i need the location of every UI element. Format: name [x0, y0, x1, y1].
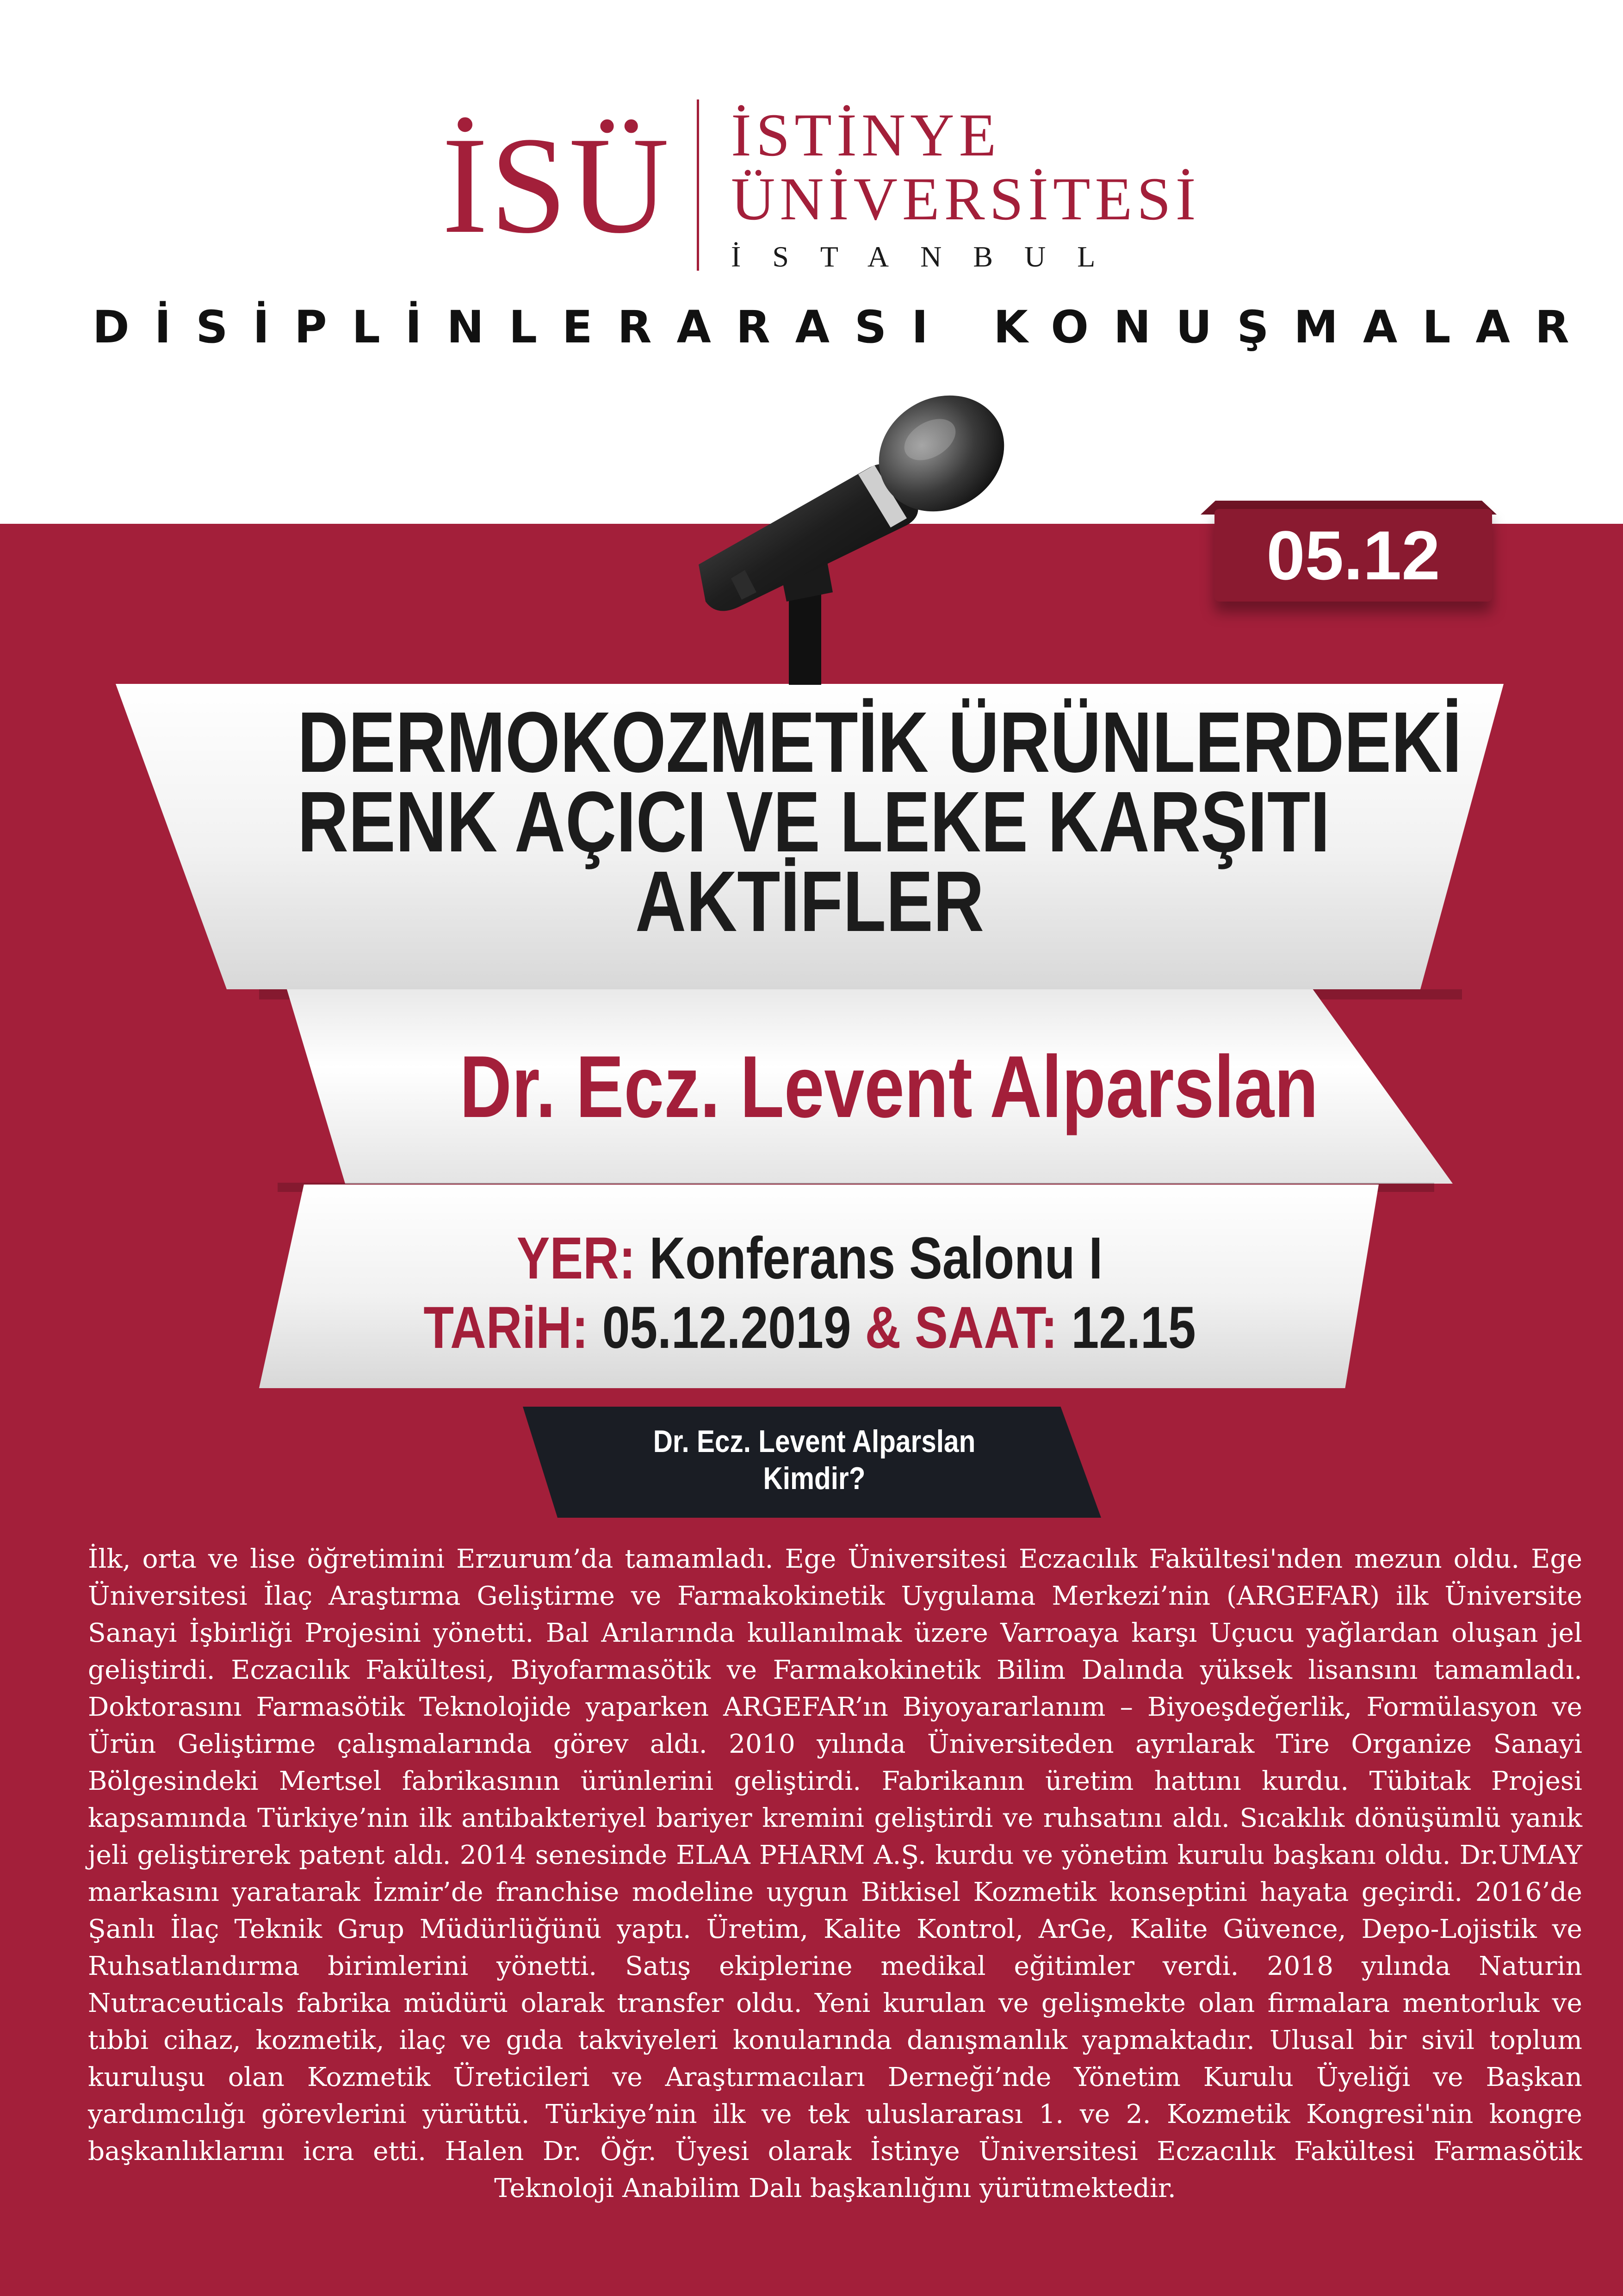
who-heading-line2: Kimdir? — [763, 1461, 866, 1496]
university-name-line2: ÜNİVERSİTESİ — [731, 165, 1201, 233]
datetime-line — [402, 1296, 1218, 1360]
university-name-line1: İSTİNYE — [731, 101, 1001, 169]
speaker-biography: İlk, orta ve lise öğretimini Erzurum’da tamamladı. Ege Üniversitesi Eczacılık Fakültesi'nden mezun oldu. Ege Üniversitesi İlaç Araştırma Geliştirme ve Farmakokinetik Uygulama Merkezi’nin (ARGEFAR) ilk Üniversite Sanayi İşbirliği Projesini yönetti. Bal Arılarında kullanılmak üzere Varroaya karşı Uçucu yağlardan oluşan jel geliştirdi. Eczacılık Fakültesi, Biyofarmasötik ve Farmakokinetik Bilim Dalında yüksek lisansını tamamladı. Doktorasını Farmasötik Teknolojide yaparken ARGEFAR’ın Biyoyararlanım – Biyoeşdeğerlik, Formülasyon ve Ürün Geliştirme çalışmalarında görev aldı. 2010 yılında Üniversiteden ayrılarak Tire Organize Sanayi Bölgesindeki Mertsel fabrikasının ürünlerini geliştirdi. Fabrikanın üretim hattını kurdu. Tübitak Projesi kapsamında Türkiye’nin ilk antibakteriyel bariyer kremini geliştirdi ve ruhsatını aldı. Sıcaklık dönüşümlü yanık jeli geliştirerek patent aldı. 2014 senesinde ELAA PHARM A.Ş. kurdu ve yönetim kurulu başkanı oldu. Dr.UMAY markasını yaratarak İzmir’de franchise modeline uygun Bitkisel Kozmetik konseptini hayata geçirdi. 2016’de Şanlı İlaç Teknik Grup Müdürlüğünü yaptı. Üretim, Kalite Kontrol, ArGe, Kalite Güvence, Depo-Lojistik ve Ruhsatlandırma birimlerini yönetti. Satış ekiplerine medikal eğitimler verdi. 2018 yılında Naturin Nutraceuticals fabrika müdürü olarak transfer oldu. Yeni kurulan ve gelişmekte olan firmalara mentorluk ve tıbbi cihaz, kozmetik, ilaç ve gıda takviyeleri konularında danışmanlık yapmaktadır. Ulusal bir sivil toplum kuruluşu olan Kozmetik Üreticileri ve Araştırmacıları Derneği’nde Yönetim Kurulu Üyeliği ve Başkan yardımcılığı görevlerini yürüttü. Türkiye’nin ilk ve tek uluslararası 1. ve 2. Kozmetik Kongresi'nin kongre başkanlıklarını icra etti. Halen Dr. Öğr. Üyesi olarak İstinye Üniversitesi Eczacılık Fakültesi Farmasötik Teknoloji Anabilim Dalı başkanlığını yürütmektedir. — [88, 1544, 1582, 2203]
university-logo-mark: İSÜ — [442, 108, 671, 262]
talk-title-line3: AKTİFLER — [635, 854, 985, 949]
date-value: 05.12.2019 — [602, 1295, 851, 1361]
date-label: TARiH: — [423, 1295, 588, 1361]
place-value: Konferans Salonu I — [649, 1225, 1103, 1291]
date-badge-text: 05.12 — [1266, 516, 1440, 594]
series-title: DİSİPLİNLERARASI KONUŞMALAR — [93, 301, 1594, 353]
talk-title-line1: DERMOKOZMETİK ÜRÜNLERDEKİ — [297, 695, 1462, 790]
microphone-icon — [592, 389, 1046, 685]
time-value: 12.15 — [1071, 1295, 1196, 1361]
place-line — [402, 1226, 1218, 1291]
place-label: YER: — [516, 1225, 636, 1291]
university-city: İSTANBUL — [731, 240, 1127, 273]
time-label: & SAAT: — [865, 1295, 1058, 1361]
logo-divider — [697, 99, 699, 271]
talk-title-line2: RENK AÇICI VE LEKE KARŞITI — [297, 774, 1330, 870]
who-heading-line1: Dr. Ecz. Levent Alparslan — [653, 1424, 976, 1459]
speaker-name: Dr. Ecz. Levent Alparslan — [459, 1038, 1319, 1136]
